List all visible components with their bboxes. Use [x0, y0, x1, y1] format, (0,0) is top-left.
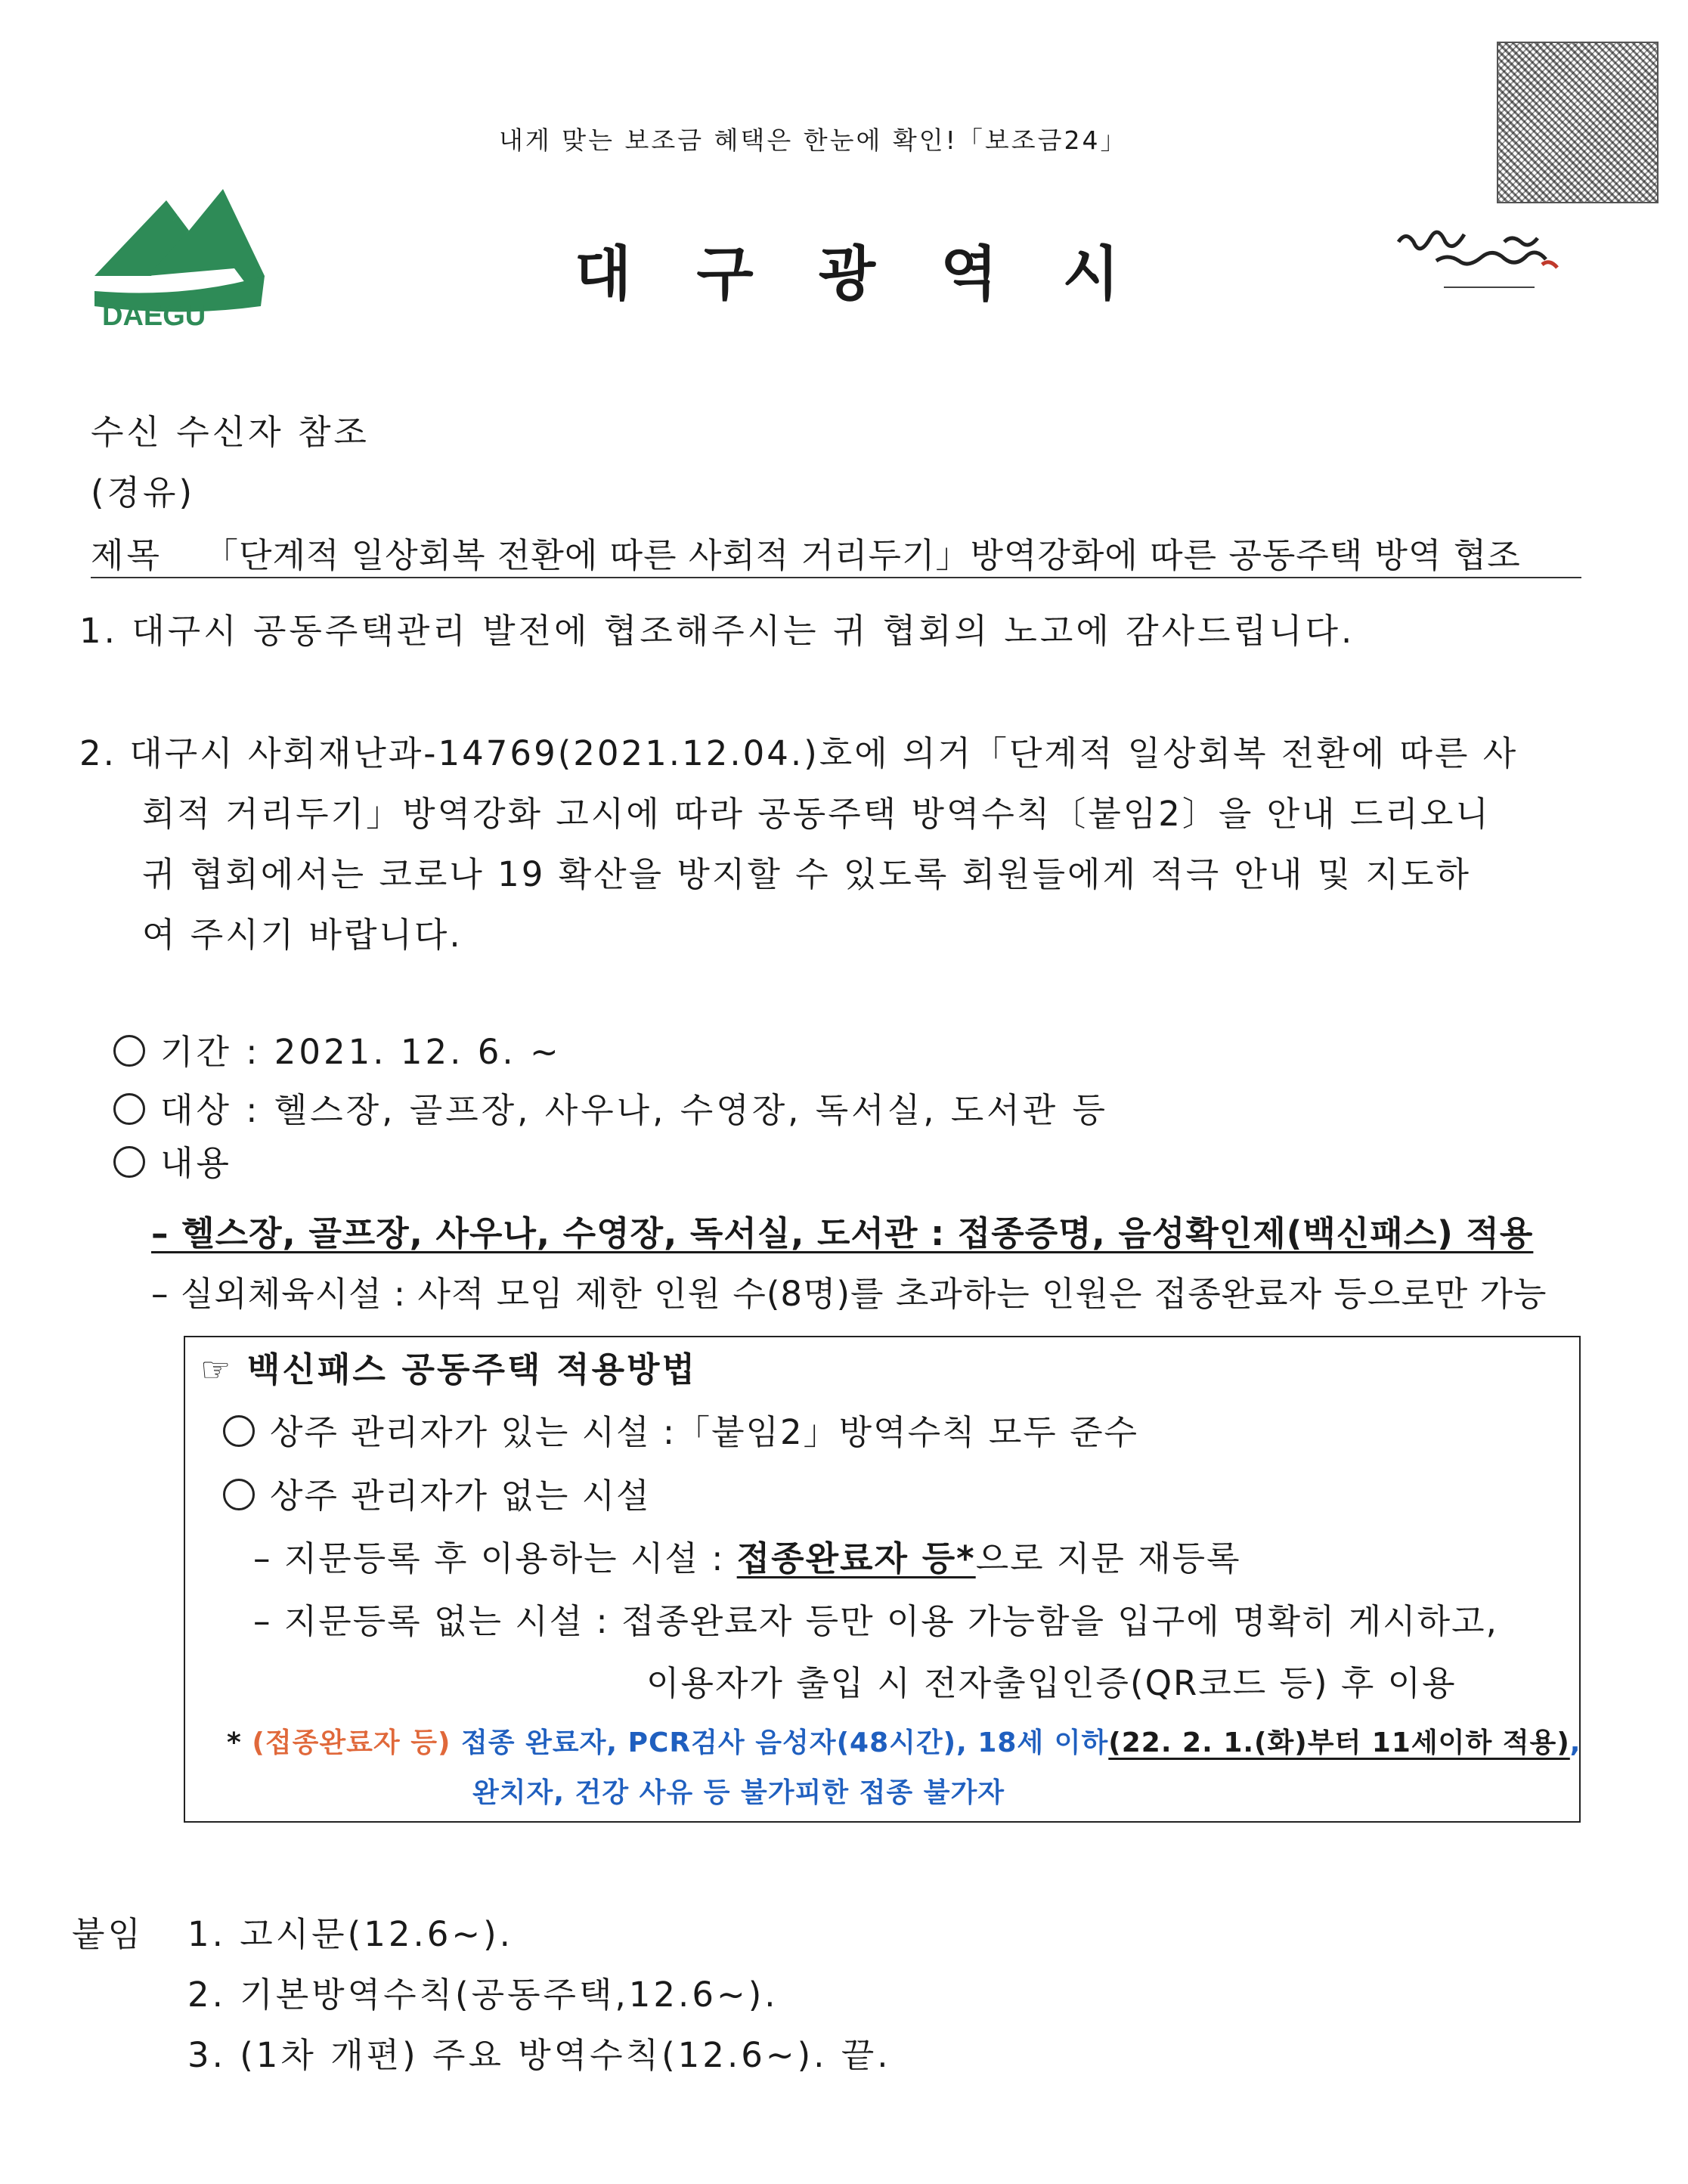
content-text: 내용: [160, 1143, 232, 1183]
box-title: ☞ 백신패스 공동주택 적용방법: [200, 1349, 697, 1389]
paragraph-1: 1. 대구시 공동주택관리 발전에 협조해주시는 귀 협회의 노고에 감사드립니다.: [79, 611, 1355, 651]
attachment-label: 붙임: [72, 1914, 144, 1954]
dash-item-2: – 실외체육시설 : 사적 모임 제한 인원 수(8명)를 초과하는 인원은 접종완료자 등으로만 가능: [151, 1274, 1547, 1314]
box-footnote-line-2: 완치자, 건강 사유 등 불가피한 접종 불가자: [472, 1777, 1005, 1808]
paragraph-2-line-4: 여 주시기 바랍니다.: [142, 915, 463, 955]
paragraph-2-line-3: 귀 협회에서는 코로나 19 확산을 방지할 수 있도록 회원들에게 적극 안내 및 지도하: [142, 854, 1471, 894]
subject-text: 「단계적 일상회복 전환에 따른 사회적 거리두기」방역강화에 따른 공동주택 방역 협조: [204, 535, 1521, 575]
org-char: 광: [818, 240, 876, 308]
box-sub-item-1-pre: – 지문등록 후 이용하는 시설 :: [253, 1538, 737, 1578]
attachment-item: 2. 기본방역수칙(공동주택,12.6~).: [187, 1975, 779, 2015]
circle-bullet-icon: [113, 1035, 145, 1067]
box-sub-item-1: [253, 1531, 1241, 1580]
org-char: 역: [940, 240, 998, 308]
qr-code: [1497, 42, 1659, 203]
content-item: [113, 1135, 232, 1185]
box-sub-item-2-line-1: – 지문등록 없는 시설 : 접종완료자 등만 이용 가능함을 입구에 명확히 게시하고,: [253, 1601, 1498, 1641]
logo-text: DAEGU: [102, 300, 206, 329]
attachment-item: 1. 고시문(12.6~).: [187, 1914, 513, 1954]
period-text: 기간 : 2021. 12. 6. ~: [160, 1032, 562, 1072]
org-title: [575, 227, 1120, 311]
recipient-line: 수신 수신자 참조: [91, 412, 370, 452]
target-item: [113, 1083, 1108, 1132]
dash-item-1: – 헬스장, 골프장, 사우나, 수영장, 독서실, 도서관 : 접종증명, 음성확인제(백신패스) 적용: [151, 1213, 1534, 1253]
org-char: 시: [1062, 240, 1120, 308]
target-text: 대상 : 헬스장, 골프장, 사우나, 수영장, 독서실, 도서관 등: [160, 1090, 1108, 1130]
box-sub-item-2-line-2: 이용자가 출입 시 전자출입인증(QR코드 등) 후 이용: [646, 1663, 1457, 1703]
box-item-1: [223, 1405, 1138, 1454]
org-char: 대: [575, 240, 632, 308]
footnote-star: *: [227, 1727, 252, 1758]
period-item: [113, 1024, 562, 1073]
attachment-item: 3. (1차 개편) 주요 방역수칙(12.6~). 끝.: [187, 2035, 891, 2075]
footnote-term: (접종완료자 등): [252, 1727, 451, 1758]
slogan: 내게 맞는 보조금 혜택은 한눈에 확인!「보조금24」: [499, 125, 1128, 155]
paragraph-2-line-1: 2. 대구시 사회재난과-14769(2021.12.04.)호에 의거「단계적 일상회복 전환에 따른 사: [79, 733, 1519, 773]
org-char: 구: [696, 240, 754, 308]
subject-label: 제목: [91, 535, 163, 575]
box-sub-item-1-post: 으로 지문 재등록: [975, 1538, 1241, 1578]
circle-bullet-icon: [223, 1415, 255, 1447]
box-footnote-line-1: [227, 1721, 1581, 1760]
circle-bullet-icon: [113, 1146, 145, 1178]
footnote-age-note: (22. 2. 1.(화)부터 11세이하 적용): [1108, 1727, 1570, 1758]
box-sub-item-1-underlined: 접종완료자 등*: [736, 1538, 976, 1578]
footnote-def-1: 접종 완료자, PCR검사 음성자(48시간), 18세 이하: [451, 1727, 1109, 1758]
daegu-logo: [94, 185, 272, 329]
subject-divider: [91, 577, 1581, 578]
city-slogan-signature: [1391, 219, 1580, 302]
circle-bullet-icon: [113, 1093, 145, 1125]
box-item-2-text: 상주 관리자가 없는 시설: [270, 1476, 651, 1516]
via-line: (경유): [91, 472, 196, 513]
circle-bullet-icon: [223, 1479, 255, 1510]
box-item-2: [223, 1468, 651, 1517]
box-item-1-text: 상주 관리자가 있는 시설 :「붙임2」방역수칙 모두 준수: [270, 1412, 1139, 1452]
footnote-comma: ,: [1569, 1727, 1581, 1758]
paragraph-2-line-2: 회적 거리두기」방역강화 고시에 따라 공동주택 방역수칙〔붙임2〕을 안내 드리오니: [142, 794, 1491, 834]
